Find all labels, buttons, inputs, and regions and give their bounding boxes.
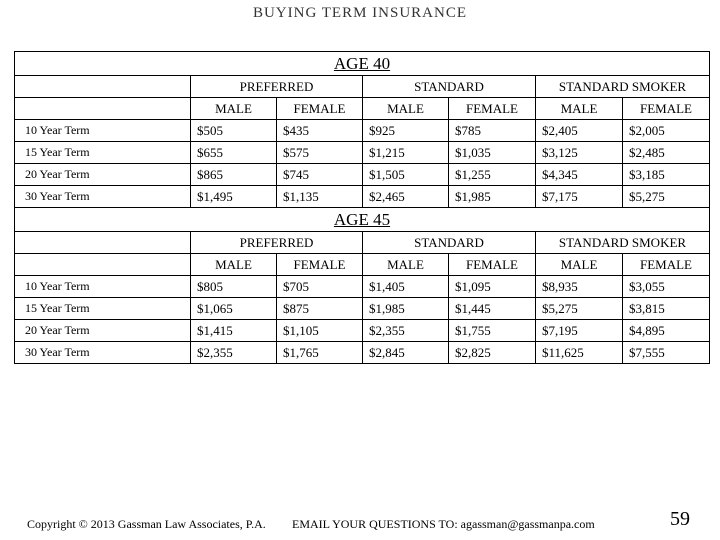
table-row bbox=[15, 186, 710, 208]
premium-value: $1,445 bbox=[449, 298, 536, 320]
gender-header: FEMALE bbox=[449, 98, 536, 120]
premium-value: $7,175 bbox=[536, 186, 623, 208]
gender-header: FEMALE bbox=[623, 98, 710, 120]
term-label: 30 Year Term bbox=[15, 342, 191, 364]
premium-value: $2,355 bbox=[363, 320, 449, 342]
premium-value: $7,555 bbox=[623, 342, 710, 364]
premium-value: $1,105 bbox=[277, 320, 363, 342]
group-header: STANDARD bbox=[363, 76, 536, 98]
gender-header: FEMALE bbox=[277, 254, 363, 276]
group-header-row bbox=[15, 76, 710, 98]
group-header: PREFERRED bbox=[191, 232, 363, 254]
premium-value: $3,815 bbox=[623, 298, 710, 320]
slide-title: BUYING TERM INSURANCE bbox=[252, 5, 468, 21]
gender-header: FEMALE bbox=[623, 254, 710, 276]
group-header-row bbox=[15, 232, 710, 254]
age-label: AGE 45 bbox=[333, 210, 391, 229]
premium-value: $1,985 bbox=[449, 186, 536, 208]
age-header-cell bbox=[15, 52, 710, 76]
premium-value: $1,985 bbox=[363, 298, 449, 320]
term-label: 20 Year Term bbox=[15, 164, 191, 186]
premium-table bbox=[14, 51, 710, 364]
premium-value: $1,755 bbox=[449, 320, 536, 342]
premium-value: $2,005 bbox=[623, 120, 710, 142]
premium-value: $435 bbox=[277, 120, 363, 142]
table-row bbox=[15, 276, 710, 298]
term-label: 20 Year Term bbox=[15, 320, 191, 342]
group-header: STANDARD bbox=[363, 232, 536, 254]
premium-value: $5,275 bbox=[536, 298, 623, 320]
blank-cell bbox=[15, 232, 191, 254]
table-row bbox=[15, 320, 710, 342]
premium-value: $705 bbox=[277, 276, 363, 298]
premium-value: $1,255 bbox=[449, 164, 536, 186]
premium-value: $805 bbox=[191, 276, 277, 298]
premium-value: $1,065 bbox=[191, 298, 277, 320]
premium-value: $1,765 bbox=[277, 342, 363, 364]
group-header: STANDARD SMOKER bbox=[536, 76, 710, 98]
premium-value: $875 bbox=[277, 298, 363, 320]
term-label: 10 Year Term bbox=[15, 120, 191, 142]
copyright-text: Copyright © 2013 Gassman Law Associates, P.A. bbox=[27, 517, 266, 531]
term-label: 15 Year Term bbox=[15, 298, 191, 320]
premium-value: $4,345 bbox=[536, 164, 623, 186]
gender-header: MALE bbox=[536, 98, 623, 120]
premium-value: $2,845 bbox=[363, 342, 449, 364]
table-row bbox=[15, 298, 710, 320]
premium-value: $1,495 bbox=[191, 186, 277, 208]
premium-value: $3,055 bbox=[623, 276, 710, 298]
premium-value: $2,465 bbox=[363, 186, 449, 208]
premium-value: $11,625 bbox=[536, 342, 623, 364]
term-label: 30 Year Term bbox=[15, 186, 191, 208]
premium-value: $8,935 bbox=[536, 276, 623, 298]
table-row bbox=[15, 142, 710, 164]
premium-value: $655 bbox=[191, 142, 277, 164]
gender-header: FEMALE bbox=[277, 98, 363, 120]
gender-header: MALE bbox=[191, 254, 277, 276]
premium-value: $745 bbox=[277, 164, 363, 186]
premium-value: $1,415 bbox=[191, 320, 277, 342]
age-header-row bbox=[15, 208, 710, 232]
gender-header-row bbox=[15, 254, 710, 276]
premium-value: $5,275 bbox=[623, 186, 710, 208]
premium-value: $1,405 bbox=[363, 276, 449, 298]
group-header: PREFERRED bbox=[191, 76, 363, 98]
premium-value: $2,485 bbox=[623, 142, 710, 164]
age-header-cell bbox=[15, 208, 710, 232]
premium-value: $505 bbox=[191, 120, 277, 142]
term-label: 15 Year Term bbox=[15, 142, 191, 164]
table-row bbox=[15, 164, 710, 186]
premium-value: $3,125 bbox=[536, 142, 623, 164]
gender-header: MALE bbox=[536, 254, 623, 276]
premium-value: $1,135 bbox=[277, 186, 363, 208]
gender-header: MALE bbox=[363, 98, 449, 120]
page-number: 59 bbox=[670, 508, 690, 530]
premium-value: $4,895 bbox=[623, 320, 710, 342]
gender-header: MALE bbox=[191, 98, 277, 120]
premium-value: $865 bbox=[191, 164, 277, 186]
table-row bbox=[15, 120, 710, 142]
premium-value: $3,185 bbox=[623, 164, 710, 186]
premium-value: $575 bbox=[277, 142, 363, 164]
term-label: 10 Year Term bbox=[15, 276, 191, 298]
premium-value: $1,505 bbox=[363, 164, 449, 186]
group-header: STANDARD SMOKER bbox=[536, 232, 710, 254]
gender-header: MALE bbox=[363, 254, 449, 276]
premium-value: $2,825 bbox=[449, 342, 536, 364]
blank-cell bbox=[15, 254, 191, 276]
premium-value: $7,195 bbox=[536, 320, 623, 342]
premium-value: $1,215 bbox=[363, 142, 449, 164]
premium-value: $1,035 bbox=[449, 142, 536, 164]
blank-cell bbox=[15, 76, 191, 98]
premium-value: $2,355 bbox=[191, 342, 277, 364]
premium-value: $785 bbox=[449, 120, 536, 142]
gender-header: FEMALE bbox=[449, 254, 536, 276]
blank-cell bbox=[15, 98, 191, 120]
age-label: AGE 40 bbox=[333, 54, 391, 73]
age-header-row bbox=[15, 52, 710, 76]
email-text: EMAIL YOUR QUESTIONS TO: agassman@gassmanpa.com bbox=[292, 517, 595, 531]
gender-header-row bbox=[15, 98, 710, 120]
premium-value: $2,405 bbox=[536, 120, 623, 142]
table-row bbox=[15, 342, 710, 364]
premium-value: $1,095 bbox=[449, 276, 536, 298]
premium-value: $925 bbox=[363, 120, 449, 142]
